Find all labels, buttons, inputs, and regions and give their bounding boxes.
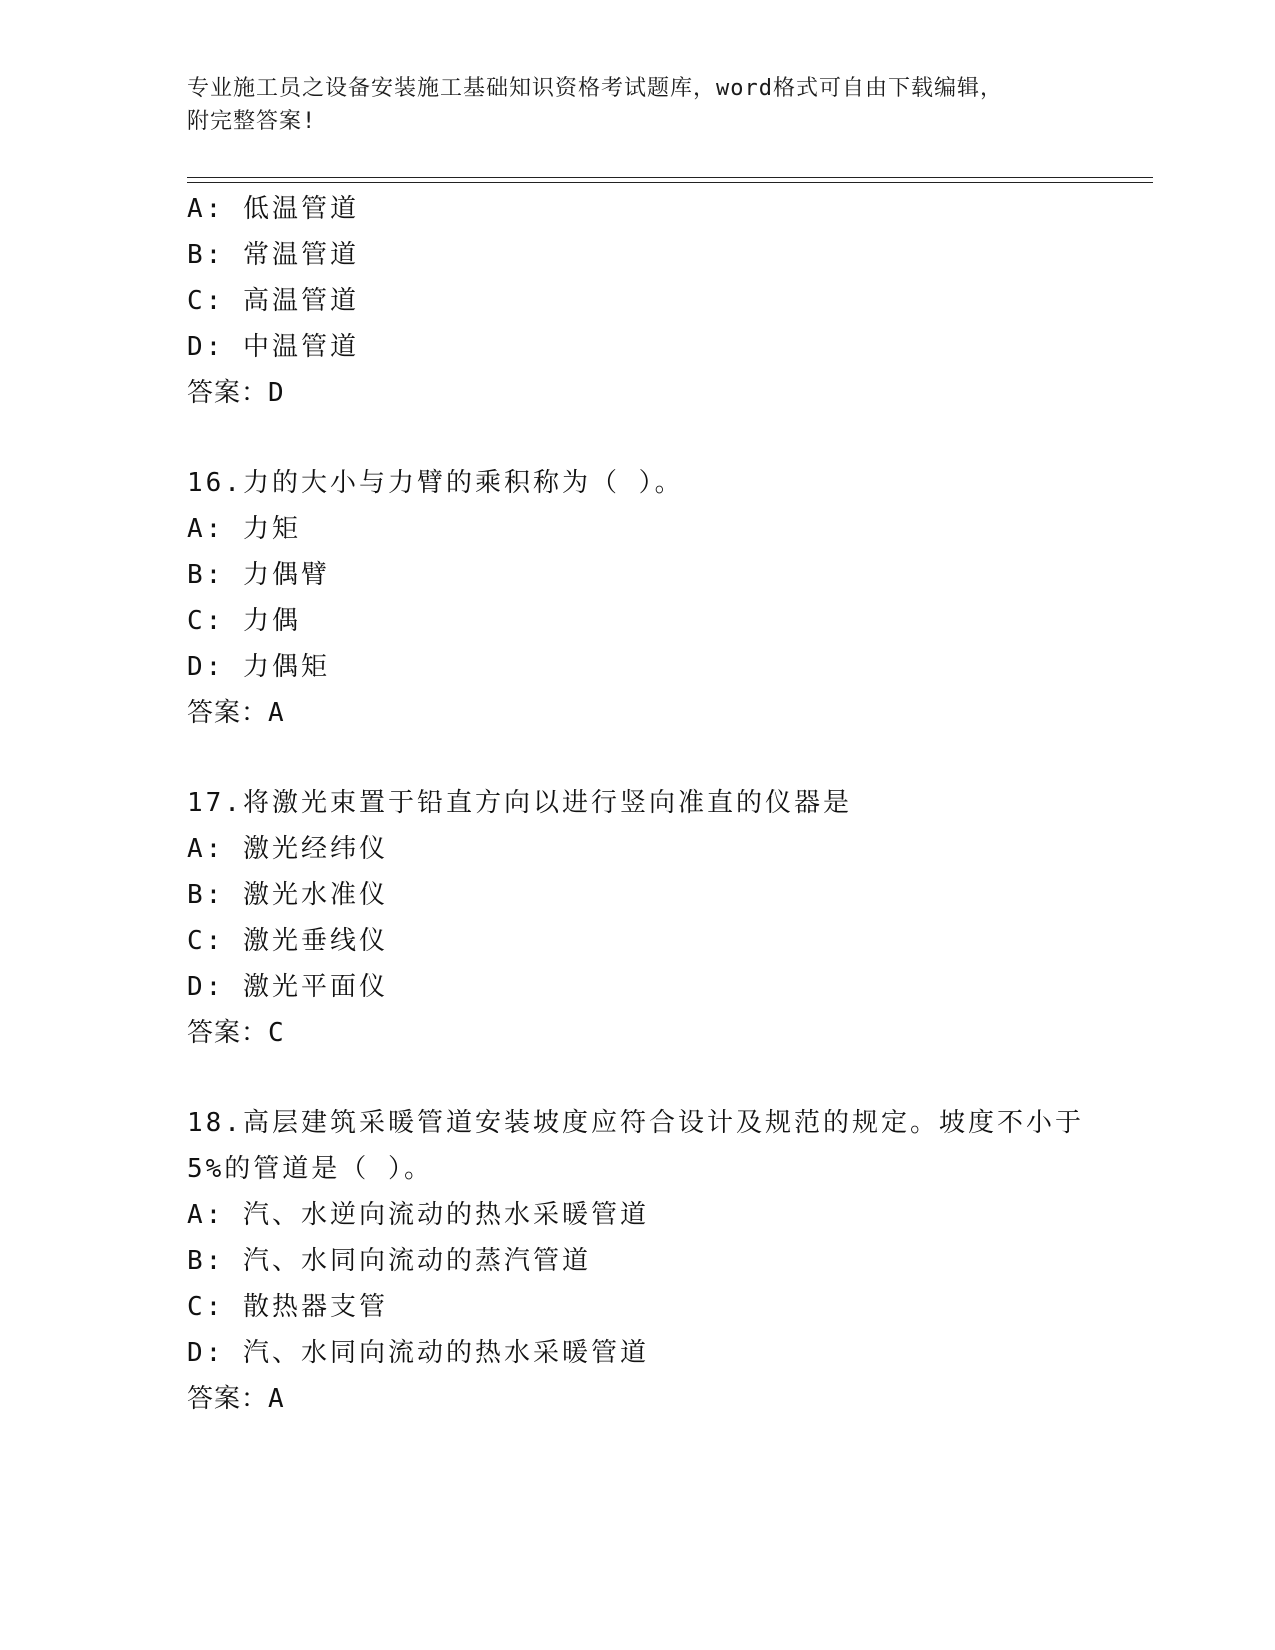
- question-stem-line-2: 5%的管道是（ ）。: [187, 1154, 433, 1184]
- option-a: A: 汽、水逆向流动的热水采暖管道: [187, 1200, 649, 1230]
- answer-label: 答案：: [187, 1384, 269, 1414]
- header-divider-bottom: [187, 182, 1153, 183]
- answer-value: C: [268, 1018, 285, 1048]
- question-stem-line-1: 18.高层建筑采暖管道安装坡度应符合设计及规范的规定。坡度不小于: [187, 1108, 1084, 1138]
- answer-label: 答案：: [187, 698, 269, 728]
- option-a: A: 力矩: [187, 514, 301, 544]
- header-line-2: 附完整答案!: [187, 109, 317, 134]
- question-18: [187, 1100, 1087, 1422]
- question-stem: 16.力的大小与力臂的乘积称为（ ）。: [187, 468, 684, 498]
- question-content: [187, 186, 1087, 1422]
- option-c: C: 力偶: [187, 606, 301, 636]
- option-a: A: 激光经纬仪: [187, 834, 388, 864]
- question-15-continued: [187, 186, 1087, 416]
- option-b: B: 汽、水同向流动的蒸汽管道: [187, 1246, 591, 1276]
- option-d: D: 汽、水同向流动的热水采暖管道: [187, 1338, 649, 1368]
- header-divider-top: [187, 177, 1153, 178]
- option-b: B: 力偶臂: [187, 560, 330, 590]
- option-d: D: 力偶矩: [187, 652, 330, 682]
- option-b: B: 激光水准仪: [187, 880, 388, 910]
- option-c: C: 高温管道: [187, 286, 359, 316]
- option-c: C: 激光垂线仪: [187, 926, 388, 956]
- answer-line: [187, 690, 1087, 736]
- answer-value: D: [268, 378, 285, 408]
- option-c: C: 散热器支管: [187, 1292, 388, 1322]
- answer-value: A: [268, 698, 285, 728]
- answer-label: 答案：: [187, 378, 269, 408]
- answer-label: 答案：: [187, 1018, 269, 1048]
- option-a: A: 低温管道: [187, 194, 359, 224]
- question-stem: 17.将激光束置于铅直方向以进行竖向准直的仪器是: [187, 788, 852, 818]
- header-line-1: 专业施工员之设备安装施工基础知识资格考试题库，word格式可自由下载编辑，: [187, 76, 1003, 101]
- question-17: [187, 780, 1087, 1056]
- option-b: B: 常温管道: [187, 240, 359, 270]
- option-d: D: 激光平面仪: [187, 972, 388, 1002]
- answer-line: [187, 370, 1087, 416]
- option-d: D: 中温管道: [187, 332, 359, 362]
- answer-line: [187, 1376, 1087, 1422]
- document-header: [187, 72, 1067, 138]
- answer-line: [187, 1010, 1087, 1056]
- answer-value: A: [268, 1384, 285, 1414]
- question-16: [187, 460, 1087, 736]
